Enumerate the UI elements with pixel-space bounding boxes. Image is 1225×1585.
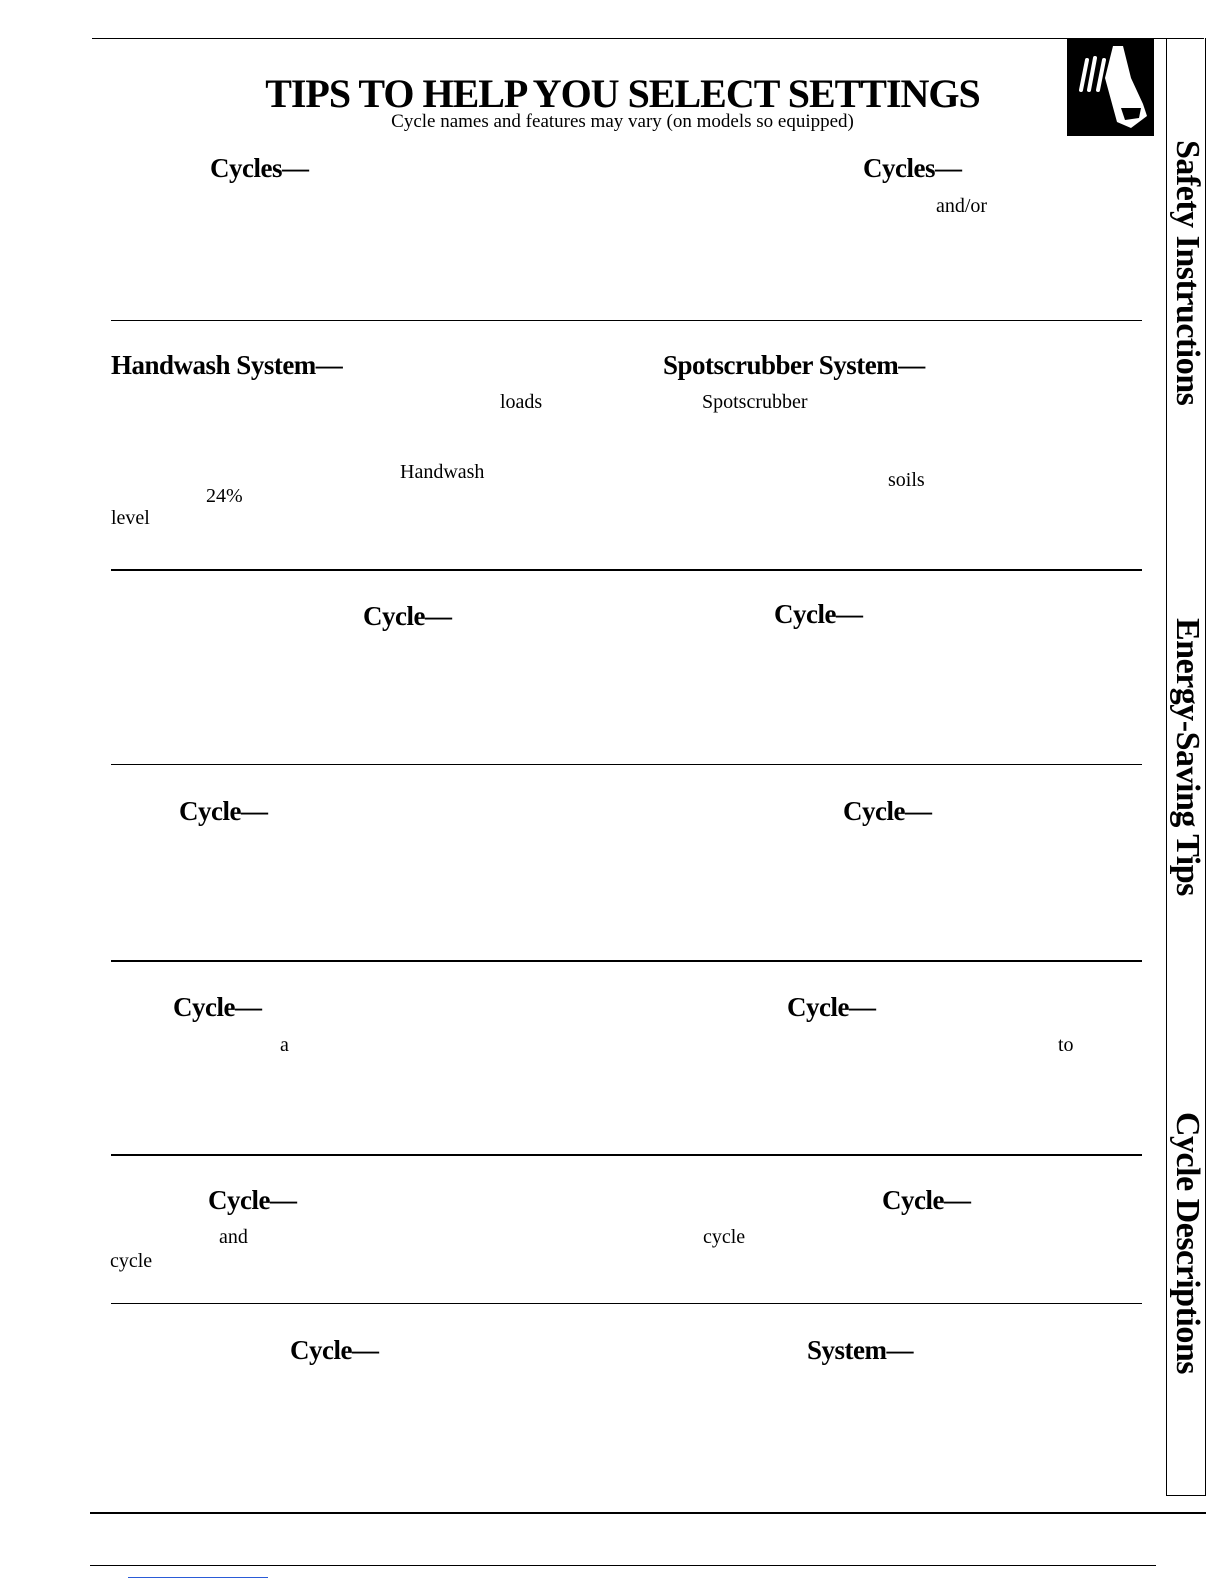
row5-right-fragment: to <box>1058 1034 1074 1056</box>
footer-rule <box>90 1565 1156 1566</box>
page-title: TIPS TO HELP YOU SELECT SETTINGS <box>265 71 980 116</box>
row-divider-3 <box>111 764 1142 765</box>
row2-right-fragment-spotscrubber: Spotscrubber <box>702 391 808 413</box>
row2-right-fragment-soils: soils <box>888 469 925 491</box>
side-tab-energy-saving-tips[interactable]: Energy-Saving Tips <box>1169 618 1206 896</box>
tab-column-left-border <box>1166 38 1167 1495</box>
row6-left-fragment-cycle: cycle <box>110 1250 153 1272</box>
row1-right-heading: Cycles— <box>863 153 962 183</box>
row6-right-fragment-cycle: cycle <box>703 1226 746 1248</box>
side-tab-safety-instructions[interactable]: Safety Instructions <box>1169 140 1206 406</box>
row6-left-fragment-and: and <box>219 1226 248 1248</box>
row2-left-fragment-percent: 24% <box>206 485 243 507</box>
row7-right-heading: System— <box>807 1335 913 1365</box>
page-subtitle: Cycle names and features may vary (on models so equipped) <box>391 111 854 132</box>
row2-left-fragment-loads: loads <box>500 391 543 413</box>
row3-left-heading: Cycle— <box>363 601 452 631</box>
row-divider-1 <box>111 320 1142 321</box>
row1-right-fragment: and/or <box>936 195 988 217</box>
row1-left-heading: Cycles— <box>210 153 309 183</box>
row2-left-fragment-handwash: Handwash <box>400 461 485 483</box>
row3-right-heading: Cycle— <box>774 599 863 629</box>
row-divider-5 <box>111 1154 1142 1156</box>
row5-left-fragment: a <box>280 1034 289 1056</box>
row6-left-heading: Cycle— <box>208 1185 297 1215</box>
row-divider-2 <box>111 569 1142 571</box>
row7-left-heading: Cycle— <box>290 1335 379 1365</box>
row2-left-fragment-level: level <box>111 507 150 529</box>
row-divider-4 <box>111 960 1142 962</box>
row5-right-heading: Cycle— <box>787 992 876 1022</box>
row4-left-heading: Cycle— <box>179 796 268 826</box>
row2-left-heading: Handwash System— <box>111 350 343 380</box>
row-divider-6 <box>111 1303 1142 1304</box>
row4-right-heading: Cycle— <box>843 796 932 826</box>
footer-link-underline[interactable] <box>128 1577 268 1578</box>
tab-column-bottom-rule <box>1166 1495 1206 1496</box>
top-rule <box>92 38 1204 39</box>
bottom-rule <box>90 1512 1206 1514</box>
row6-right-heading: Cycle— <box>882 1185 971 1215</box>
side-tab-cycle-descriptions[interactable]: Cycle Descriptions <box>1169 1112 1206 1375</box>
row2-right-heading: Spotscrubber System— <box>663 350 925 380</box>
row5-left-heading: Cycle— <box>173 992 262 1022</box>
